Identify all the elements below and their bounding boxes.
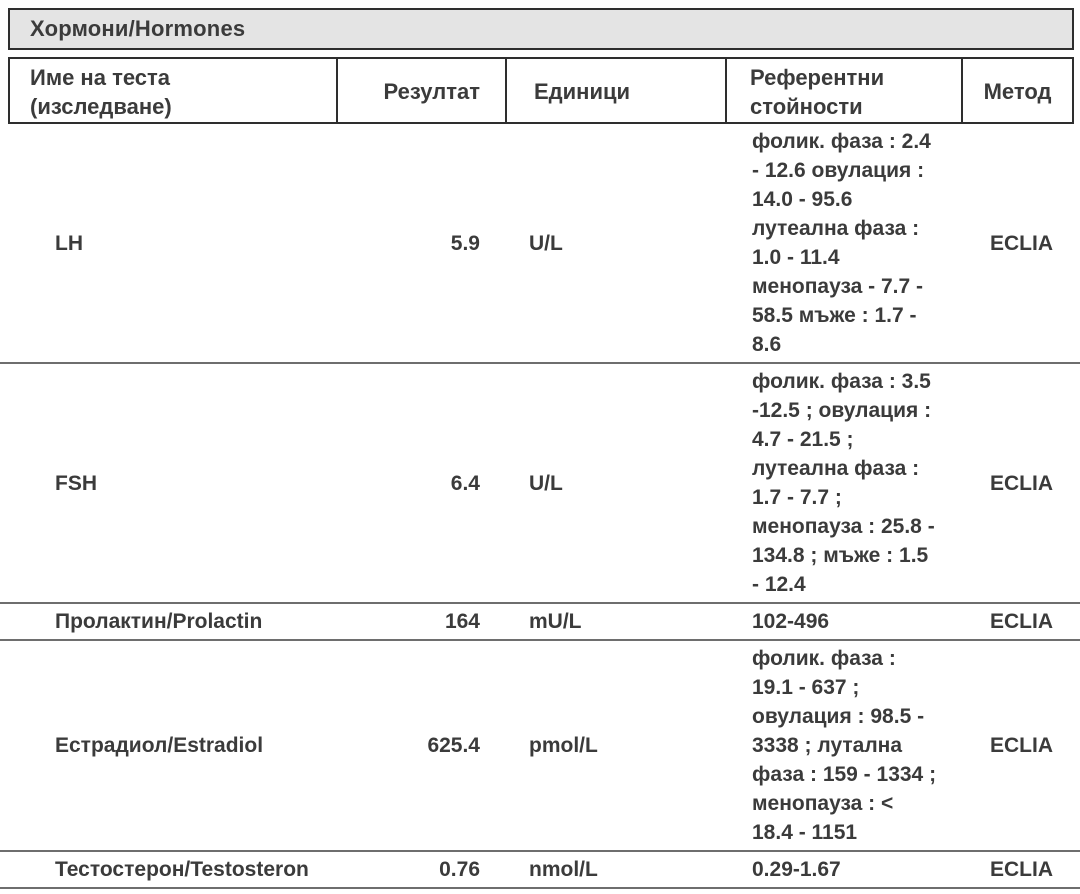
table-row xyxy=(0,641,1080,852)
cell-method: ECLIA xyxy=(990,734,1053,757)
cell-units: U/L xyxy=(529,231,563,255)
cell-method: ECLIA xyxy=(990,231,1053,255)
table-row xyxy=(0,852,1080,889)
column-header-result: Резултат xyxy=(338,59,507,122)
cell-units: pmol/L xyxy=(529,734,598,757)
cell-method: ECLIA xyxy=(990,858,1053,881)
section-title-band xyxy=(8,8,1074,50)
column-header-method: Метод xyxy=(983,79,1052,104)
column-header-units: Единици xyxy=(507,59,727,122)
cell-result: 5.9 xyxy=(450,231,480,255)
column-header-reference: Референтни стойности xyxy=(727,59,963,122)
cell-test-name: LH xyxy=(55,231,83,255)
cell-reference: фолик. фаза : 19.1 - 637 ; овулация : 98.5 - 3338 ; лутална фаза : 159 - 1334 ; менопауза : < 18.4 - 1151 xyxy=(752,647,937,844)
cell-test-name: Естрадиол/Estradiol xyxy=(55,734,264,757)
cell-result: 164 xyxy=(444,610,480,633)
cell-units: mU/L xyxy=(529,610,582,633)
table-body xyxy=(0,124,1080,889)
cell-units: U/L xyxy=(529,471,563,495)
cell-reference: фолик. фаза : 3.5 -12.5 ; овулация : 4.7 - 21.5 ; лутеална фаза : 1.7 - 7.7 ; менопауза : 25.8 - 134.8 ; мъже : 1.5 - 12.4 xyxy=(752,370,935,596)
cell-result: 625.4 xyxy=(427,734,480,757)
cell-units: nmol/L xyxy=(529,858,598,881)
section-title: Хормони/Hormones xyxy=(30,16,246,41)
table-row xyxy=(0,604,1080,641)
cell-method: ECLIA xyxy=(990,471,1053,495)
cell-reference: фолик. фаза : 2.4 - 12.6 овулация : 14.0 - 95.6 лутеална фаза : 1.0 - 11.4 менопауза - 7.7 - 58.5 мъже : 1.7 - 8.6 xyxy=(752,130,931,356)
table-header-row xyxy=(8,57,1074,124)
cell-method: ECLIA xyxy=(990,610,1053,633)
cell-result: 0.76 xyxy=(439,858,480,881)
cell-test-name: Пролактин/Prolactin xyxy=(55,610,263,633)
table-row xyxy=(0,124,1080,364)
table-row xyxy=(0,364,1080,604)
column-header-test-name: Име на теста (изследване) xyxy=(10,59,338,122)
cell-result: 6.4 xyxy=(450,471,480,495)
cell-test-name: FSH xyxy=(55,471,97,495)
cell-reference: 0.29-1.67 xyxy=(752,858,841,881)
cell-reference: 102-496 xyxy=(752,610,830,633)
cell-test-name: Тестостерон/Testosteron xyxy=(55,858,309,881)
